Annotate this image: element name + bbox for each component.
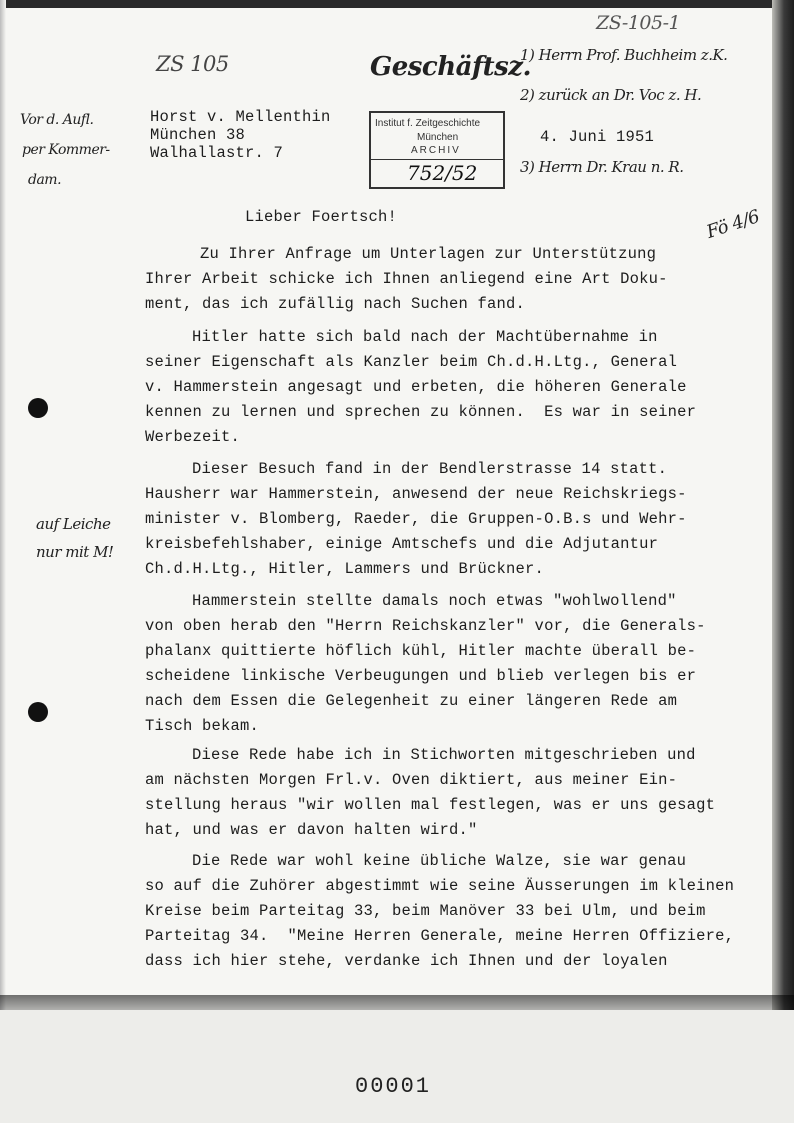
margin-note-1a: Vor d. Aufl. [20,112,94,128]
handwritten-initials: Fö 4/6 [704,206,762,243]
para4-line5: nach dem Essen die Gelegenheit zu einer längeren Rede am [145,692,678,710]
stamp-divider [371,159,503,160]
handwritten-file-note: Geschäftsz. [370,52,532,82]
stamp-archive-label: ARCHIV [411,145,461,156]
handwritten-routing-2: 2) zurück an Dr. Voc z. H. [520,86,702,104]
scan-edge-right [772,0,794,1123]
stamp-city: München [417,132,459,143]
sender-city: München 38 [150,126,246,144]
para6-line3: Kreise beim Parteitag 33, beim Manöver 33 bei Ulm, und beim [145,902,706,920]
page-number: 00001 [355,1074,432,1099]
para2-line1: Hitler hatte sich bald nach der Machtübernahme in [192,328,658,346]
para1-line2: Ihrer Arbeit schicke ich Ihnen anliegend eine Art Doku- [145,270,668,288]
para3-line5: Ch.d.H.Ltg., Hitler, Lammers und Brückner. [145,560,545,578]
para5-line1: Diese Rede habe ich in Stichworten mitgeschrieben und [192,746,696,764]
punch-hole-bottom [28,702,48,722]
para6-line5: dass ich hier stehe, verdanke ich Ihnen und der loyalen [145,952,668,970]
para5-line3: stellung heraus "wir wollen mal festlegen, was er uns gesagt [145,796,716,814]
punch-hole-top [28,398,48,418]
scan-bottom-band [0,1010,794,1123]
archive-ref-top-left: ZS 105 [156,52,229,76]
para5-line2: am nächsten Morgen Frl.v. Oven diktiert, aus meiner Ein- [145,771,678,789]
para2-line3: v. Hammerstein angesagt und erbeten, die höheren Generale [145,378,687,396]
para5-line4: hat, und was er davon halten wird." [145,821,478,839]
stamp-institute: Institut f. Zeitgeschichte [375,118,481,129]
para2-line5: Werbezeit. [145,428,241,446]
para4-line3: phalanx quittierte höflich kühl, Hitler machte überall be- [145,642,697,660]
para3-line3: minister v. Blomberg, Raeder, die Gruppen-O.B.s und Wehr- [145,510,687,528]
handwritten-routing-1: 1) Herrn Prof. Buchheim z.K. [520,46,728,64]
para3-line1: Dieser Besuch fand in der Bendlerstrasse 14 statt. [192,460,668,478]
para1-line1: Zu Ihrer Anfrage um Unterlagen zur Unterstützung [200,245,657,263]
margin-note-1b: per Kommer- [22,142,110,158]
scan-edge-left [0,0,6,1123]
salutation: Lieber Foertsch! [245,208,398,226]
para3-line2: Hausherr war Hammerstein, anwesend der neue Reichskriegs- [145,485,687,503]
para2-line2: seiner Eigenschaft als Kanzler beim Ch.d.H.Ltg., General [145,353,678,371]
margin-note-2b: nur mit M! [36,543,114,561]
margin-note-1c: dam. [28,172,62,188]
para2-line4: kennen zu lernen und sprechen zu können. Es war in seiner [145,403,697,421]
archive-ref-top-right: ZS-105-1 [596,12,681,34]
para3-line4: kreisbefehlshaber, einige Amtschefs und die Adjutantur [145,535,659,553]
letter-date: 4. Juni 1951 [540,128,655,146]
sender-street: Walhallastr. 7 [150,144,284,162]
para4-line6: Tisch bekam. [145,717,260,735]
para6-line4: Parteitag 34. "Meine Herren Generale, meine Herren Offiziere, [145,927,735,945]
handwritten-routing-3: 3) Herrn Dr. Krau n. R. [520,158,684,176]
stamp-number: 752/52 [407,161,478,185]
para4-line1: Hammerstein stellte damals noch etwas "wohlwollend" [192,592,677,610]
para4-line2: von oben herab den "Herrn Reichskanzler" vor, die Generals- [145,617,706,635]
para6-line2: so auf die Zuhörer abgestimmt wie seine Äusserungen im kleinen [145,877,735,895]
sender-name: Horst v. Mellenthin [150,108,331,126]
archive-stamp [369,111,505,189]
scan-edge-top [0,0,794,8]
margin-note-2a: auf Leiche [36,515,111,533]
para6-line1: Die Rede war wohl keine übliche Walze, sie war genau [192,852,687,870]
para4-line4: scheidene linkische Verbeugungen und blieb verlegen bis er [145,667,697,685]
para1-line3: ment, das ich zufällig nach Suchen fand. [145,295,526,313]
